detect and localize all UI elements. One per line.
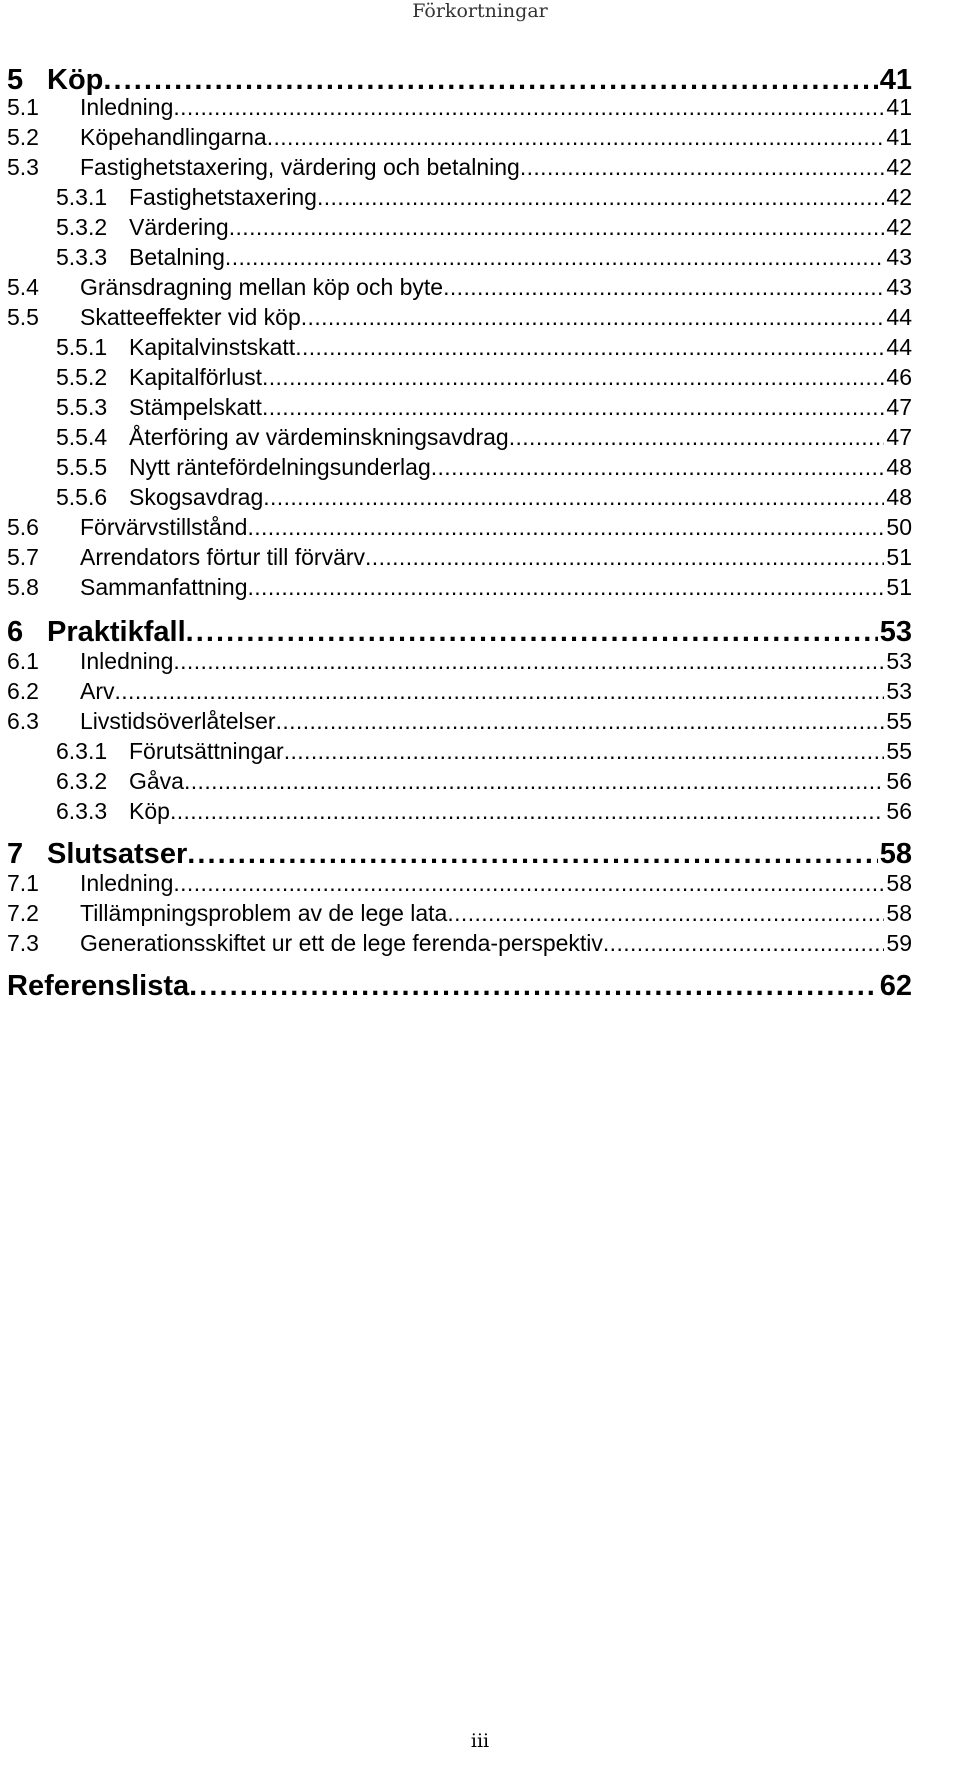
toc-entry-page: 41 bbox=[879, 64, 912, 96]
toc-entry[interactable] bbox=[56, 244, 912, 276]
toc-entry-title: Praktikfall bbox=[47, 616, 186, 648]
toc-entry-title: Fastighetstaxering, värdering och betalning bbox=[80, 154, 520, 180]
toc-entry[interactable] bbox=[7, 94, 912, 126]
toc-entry-page: 42 bbox=[886, 154, 912, 180]
toc-entry-number: 5.6 bbox=[7, 514, 39, 540]
toc-entry-page: 59 bbox=[886, 930, 912, 956]
toc-entry-title: Skogsavdrag bbox=[129, 484, 264, 510]
toc-entry-title: Återföring av värdeminskningsavdrag bbox=[129, 424, 509, 450]
toc-entry[interactable] bbox=[7, 514, 912, 546]
toc-entry[interactable] bbox=[7, 648, 912, 680]
toc-entry-title: Köp bbox=[47, 64, 104, 96]
toc-entry-number: 6.3 bbox=[7, 708, 39, 734]
toc-entry-number: 7 bbox=[7, 838, 24, 870]
toc-entry-number: 6.3.2 bbox=[56, 768, 108, 794]
toc-entry-page: 48 bbox=[886, 484, 912, 510]
toc-entry-page: 46 bbox=[886, 364, 912, 390]
toc-entry[interactable] bbox=[56, 484, 912, 516]
toc-entry[interactable] bbox=[56, 334, 912, 366]
toc-entry-number: 6.1 bbox=[7, 648, 39, 674]
toc-entry-title: Köpehandlingarna bbox=[80, 124, 267, 150]
toc-entry[interactable] bbox=[7, 838, 912, 874]
toc-entry[interactable] bbox=[7, 544, 912, 576]
toc-entry-title: Inledning bbox=[80, 870, 174, 896]
toc-entry-page: 53 bbox=[886, 648, 912, 674]
toc-entry-title: Fastighetstaxering bbox=[129, 184, 317, 210]
toc-entry-number: 5.3.1 bbox=[56, 184, 108, 210]
toc-entry-page: 51 bbox=[886, 574, 912, 600]
toc-entry-title: Tillämpningsproblem av de lege lata bbox=[80, 900, 448, 926]
toc-entry[interactable] bbox=[7, 678, 912, 710]
toc-entry-title: Värdering bbox=[129, 214, 229, 240]
toc-entry-page: 55 bbox=[886, 708, 912, 734]
toc-dot-leader bbox=[189, 970, 878, 1003]
toc-entry[interactable] bbox=[7, 124, 912, 156]
toc-entry-title: Inledning bbox=[80, 94, 174, 120]
toc-entry-number: 5.3.2 bbox=[56, 214, 108, 240]
toc-entry-page: 48 bbox=[886, 454, 912, 480]
toc-entry[interactable] bbox=[7, 304, 912, 336]
toc-entry-title: Förvärvstillstånd bbox=[80, 514, 248, 540]
toc-entry[interactable] bbox=[7, 154, 912, 186]
toc-entry-page: 44 bbox=[886, 304, 912, 330]
toc-entry-page: 43 bbox=[886, 244, 912, 270]
toc-entry[interactable] bbox=[56, 184, 912, 216]
toc-entry[interactable] bbox=[56, 454, 912, 486]
toc-dot-leader bbox=[247, 514, 884, 541]
toc-dot-leader bbox=[184, 768, 884, 795]
toc-entry[interactable] bbox=[56, 424, 912, 456]
toc-entry[interactable] bbox=[7, 970, 912, 1006]
toc-entry-number: 6.2 bbox=[7, 678, 39, 704]
toc-dot-leader bbox=[431, 454, 885, 481]
toc-entry[interactable] bbox=[7, 870, 912, 902]
toc-entry-title: Livstidsöverlåtelser bbox=[80, 708, 276, 734]
toc-dot-leader bbox=[170, 798, 884, 825]
toc-entry-title: Generationsskiftet ur ett de lege ferenda-perspektiv bbox=[80, 930, 603, 956]
toc-entry[interactable] bbox=[7, 274, 912, 306]
toc-entry[interactable] bbox=[56, 768, 912, 800]
toc-dot-leader bbox=[509, 424, 885, 451]
toc-entry-number: 6.3.1 bbox=[56, 738, 108, 764]
toc-entry-title: Gåva bbox=[129, 768, 184, 794]
toc-entry-page: 42 bbox=[886, 214, 912, 240]
toc-entry-page: 56 bbox=[886, 768, 912, 794]
toc-entry-number: 7.1 bbox=[7, 870, 39, 896]
toc-entry-page: 58 bbox=[879, 838, 912, 870]
toc-entry[interactable] bbox=[7, 574, 912, 606]
toc-entry-title: Betalning bbox=[129, 244, 225, 270]
toc-entry-title: Köp bbox=[129, 798, 170, 824]
toc-entry-page: 42 bbox=[886, 184, 912, 210]
toc-entry-title: Stämpelskatt bbox=[129, 394, 262, 420]
toc-entry[interactable] bbox=[56, 364, 912, 396]
toc-dot-leader bbox=[520, 154, 885, 181]
toc-dot-leader bbox=[186, 616, 878, 649]
toc-entry-title: Slutsatser bbox=[47, 838, 188, 870]
toc-entry[interactable] bbox=[56, 738, 912, 770]
toc-entry-page: 44 bbox=[886, 334, 912, 360]
toc-entry-page: 41 bbox=[886, 124, 912, 150]
toc-dot-leader bbox=[262, 394, 884, 421]
toc-dot-leader bbox=[173, 870, 884, 897]
toc-entry-page: 51 bbox=[886, 544, 912, 570]
toc-entry-number: 5.5 bbox=[7, 304, 39, 330]
toc-entry-number: 6.3.3 bbox=[56, 798, 108, 824]
toc-dot-leader bbox=[247, 574, 884, 601]
toc-entry-number: 5.3 bbox=[7, 154, 39, 180]
toc-entry[interactable] bbox=[7, 708, 912, 740]
toc-dot-leader bbox=[115, 678, 885, 705]
toc-entry-page: 58 bbox=[886, 900, 912, 926]
toc-dot-leader bbox=[173, 94, 884, 121]
toc-entry-page: 43 bbox=[886, 274, 912, 300]
toc-dot-leader bbox=[301, 304, 885, 331]
toc-dot-leader bbox=[187, 838, 878, 871]
toc-entry-title: Referenslista bbox=[7, 970, 190, 1002]
toc-dot-leader bbox=[443, 274, 884, 301]
toc-entry[interactable] bbox=[56, 214, 912, 246]
toc-dot-leader bbox=[365, 544, 884, 571]
toc-dot-leader bbox=[267, 124, 885, 151]
toc-entry-number: 6 bbox=[7, 616, 24, 648]
toc-entry-title: Arv bbox=[80, 678, 115, 704]
running-header: Förkortningar bbox=[412, 0, 548, 22]
toc-dot-leader bbox=[262, 364, 884, 391]
toc-entry-page: 41 bbox=[886, 94, 912, 120]
toc-entry-page: 53 bbox=[886, 678, 912, 704]
toc-entry-page: 50 bbox=[886, 514, 912, 540]
toc-entry-title: Förutsättningar bbox=[129, 738, 284, 764]
toc-entry-page: 58 bbox=[886, 870, 912, 896]
toc-entry-title: Inledning bbox=[80, 648, 174, 674]
toc-dot-leader bbox=[284, 738, 885, 765]
toc-entry-number: 5.5.6 bbox=[56, 484, 108, 510]
toc-entry-number: 5.5.5 bbox=[56, 454, 108, 480]
toc-entry-title: Skatteeffekter vid köp bbox=[80, 304, 301, 330]
toc-entry[interactable] bbox=[7, 616, 912, 652]
toc-entry-title: Arrendators förtur till förvärv bbox=[80, 544, 366, 570]
toc-entry[interactable] bbox=[56, 394, 912, 426]
toc-entry-page: 53 bbox=[879, 616, 912, 648]
toc-entry-number: 5.1 bbox=[7, 94, 39, 120]
toc-entry-page: 55 bbox=[886, 738, 912, 764]
toc-entry-title: Kapitalvinstskatt bbox=[129, 334, 296, 360]
toc-entry-number: 5.4 bbox=[7, 274, 39, 300]
toc-entry-number: 5.3.3 bbox=[56, 244, 108, 270]
toc-entry-title: Nytt räntefördelningsunderlag bbox=[129, 454, 431, 480]
toc-entry-title: Sammanfattning bbox=[80, 574, 248, 600]
toc-dot-leader bbox=[103, 64, 877, 97]
toc-dot-leader bbox=[173, 648, 884, 675]
toc-entry-title: Gränsdragning mellan köp och byte bbox=[80, 274, 444, 300]
page-number: iii bbox=[470, 1730, 490, 1752]
toc-dot-leader bbox=[225, 244, 884, 271]
toc-entry-number: 5.8 bbox=[7, 574, 39, 600]
toc-dot-leader bbox=[276, 708, 885, 735]
toc-dot-leader bbox=[447, 900, 884, 927]
toc-entry-page: 56 bbox=[886, 798, 912, 824]
toc-entry-number: 5.5.4 bbox=[56, 424, 108, 450]
toc-entry-title: Kapitalförlust bbox=[129, 364, 262, 390]
toc-dot-leader bbox=[295, 334, 884, 361]
toc-dot-leader bbox=[229, 214, 885, 241]
toc-entry-number: 7.2 bbox=[7, 900, 39, 926]
toc-entry[interactable] bbox=[56, 798, 912, 830]
toc-entry-number: 5 bbox=[7, 64, 24, 96]
toc-entry-page: 47 bbox=[886, 394, 912, 420]
toc-entry-number: 5.2 bbox=[7, 124, 39, 150]
toc-entry-number: 5.7 bbox=[7, 544, 39, 570]
toc-entry-number: 5.5.3 bbox=[56, 394, 108, 420]
toc-entry-page: 62 bbox=[879, 970, 912, 1002]
toc-dot-leader bbox=[317, 184, 884, 211]
toc-entry-number: 5.5.2 bbox=[56, 364, 108, 390]
toc-entry[interactable] bbox=[7, 930, 912, 962]
toc-entry-page: 47 bbox=[886, 424, 912, 450]
toc-dot-leader bbox=[263, 484, 884, 511]
toc-dot-leader bbox=[603, 930, 885, 957]
toc-entry[interactable] bbox=[7, 900, 912, 932]
toc-entry-number: 5.5.1 bbox=[56, 334, 108, 360]
toc-entry-number: 7.3 bbox=[7, 930, 39, 956]
